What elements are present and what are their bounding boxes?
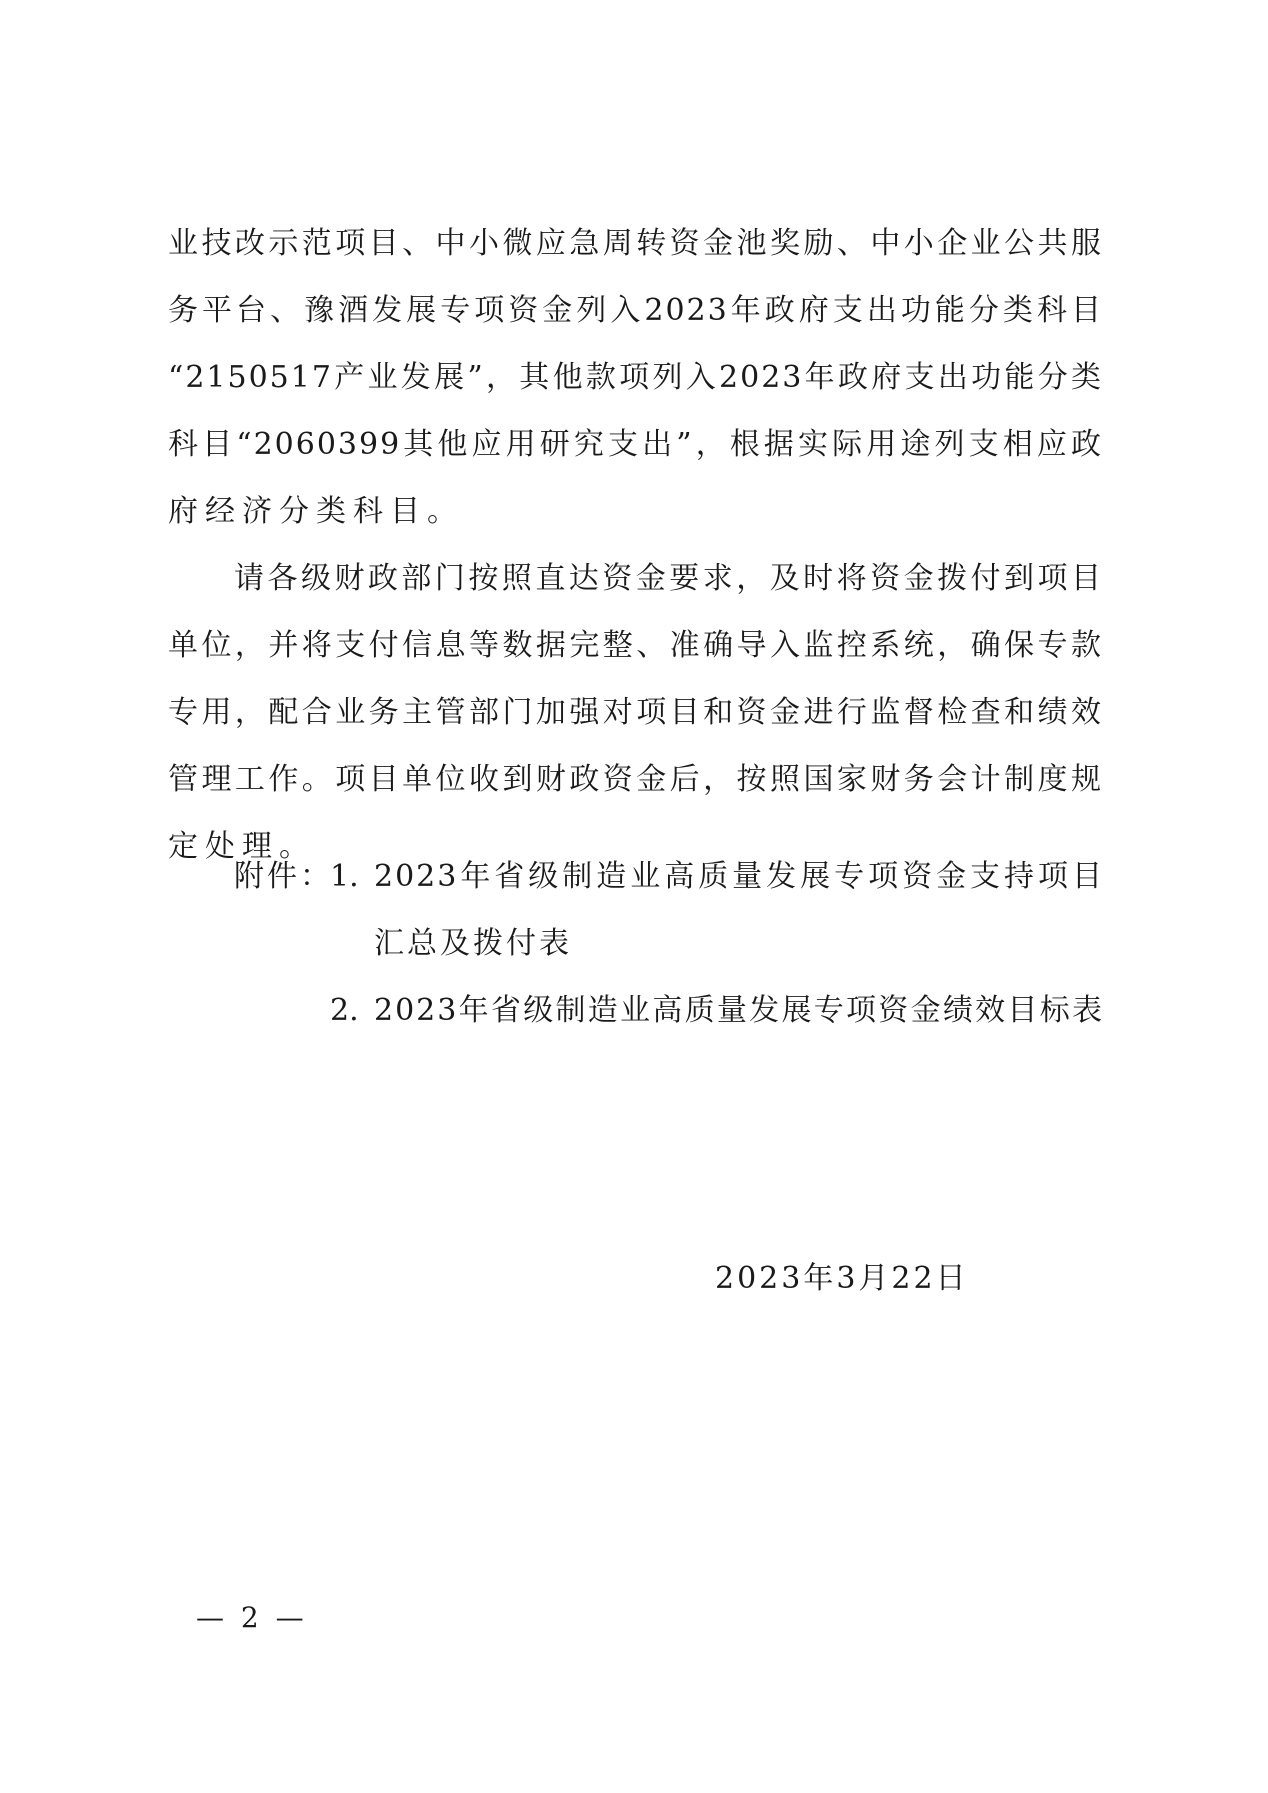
attachment-item-1-continued [234,910,1104,977]
attachment-2-title: 2023年省级制造业高质量发展专项资金绩效目标表 [374,993,1104,1028]
paragraph-1-line-3: “2150517产业发展”，其他款项列入2023年政府支出功能分类 [168,360,1103,395]
attachment-1-title-line-1: 2023年省级制造业高质量发展专项资金支持项目 [374,859,1104,894]
paragraph-2-line-5: 定处理。 [168,829,316,864]
page-number: — 2 — [196,1601,308,1634]
paragraph-2-line-1: 请各级财政部门按照直达资金要求，及时将资金拨付到项目 [234,561,1103,596]
document-date: 2023年3月22日 [715,1261,969,1296]
paragraph-2-line-2: 单位，并将支付信息等数据完整、准确导入监控系统，确保专款 [168,628,1103,663]
attachment-item-2 [234,977,1104,1044]
paragraph-2-line-3: 专用，配合业务主管部门加强对项目和资金进行监督检查和绩效 [168,695,1103,730]
attachments-label: 附件： [234,859,333,894]
attachment-2-number: 2. [330,993,359,1028]
document-body [168,210,1103,880]
paragraph-1-line-1: 业技改示范项目、中小微应急周转资金池奖励、中小企业公共服 [168,226,1103,261]
paragraph-1-line-5: 府经济分类科目。 [168,494,464,529]
attachments-list [234,843,1104,1044]
paragraph-1-line-4: 科目“2060399其他应用研究支出”，根据实际用途列支相应政 [168,427,1103,462]
attachment-item-1 [234,843,1104,910]
attachment-1-title-line-2: 汇总及拨付表 [374,926,572,961]
paragraph-2-line-4: 管理工作。项目单位收到财政资金后，按照国家财务会计制度规 [168,762,1103,797]
paragraph-1-line-2: 务平台、豫酒发展专项资金列入2023年政府支出功能分类科目 [168,293,1103,328]
attachment-1-number: 1. [330,859,359,894]
